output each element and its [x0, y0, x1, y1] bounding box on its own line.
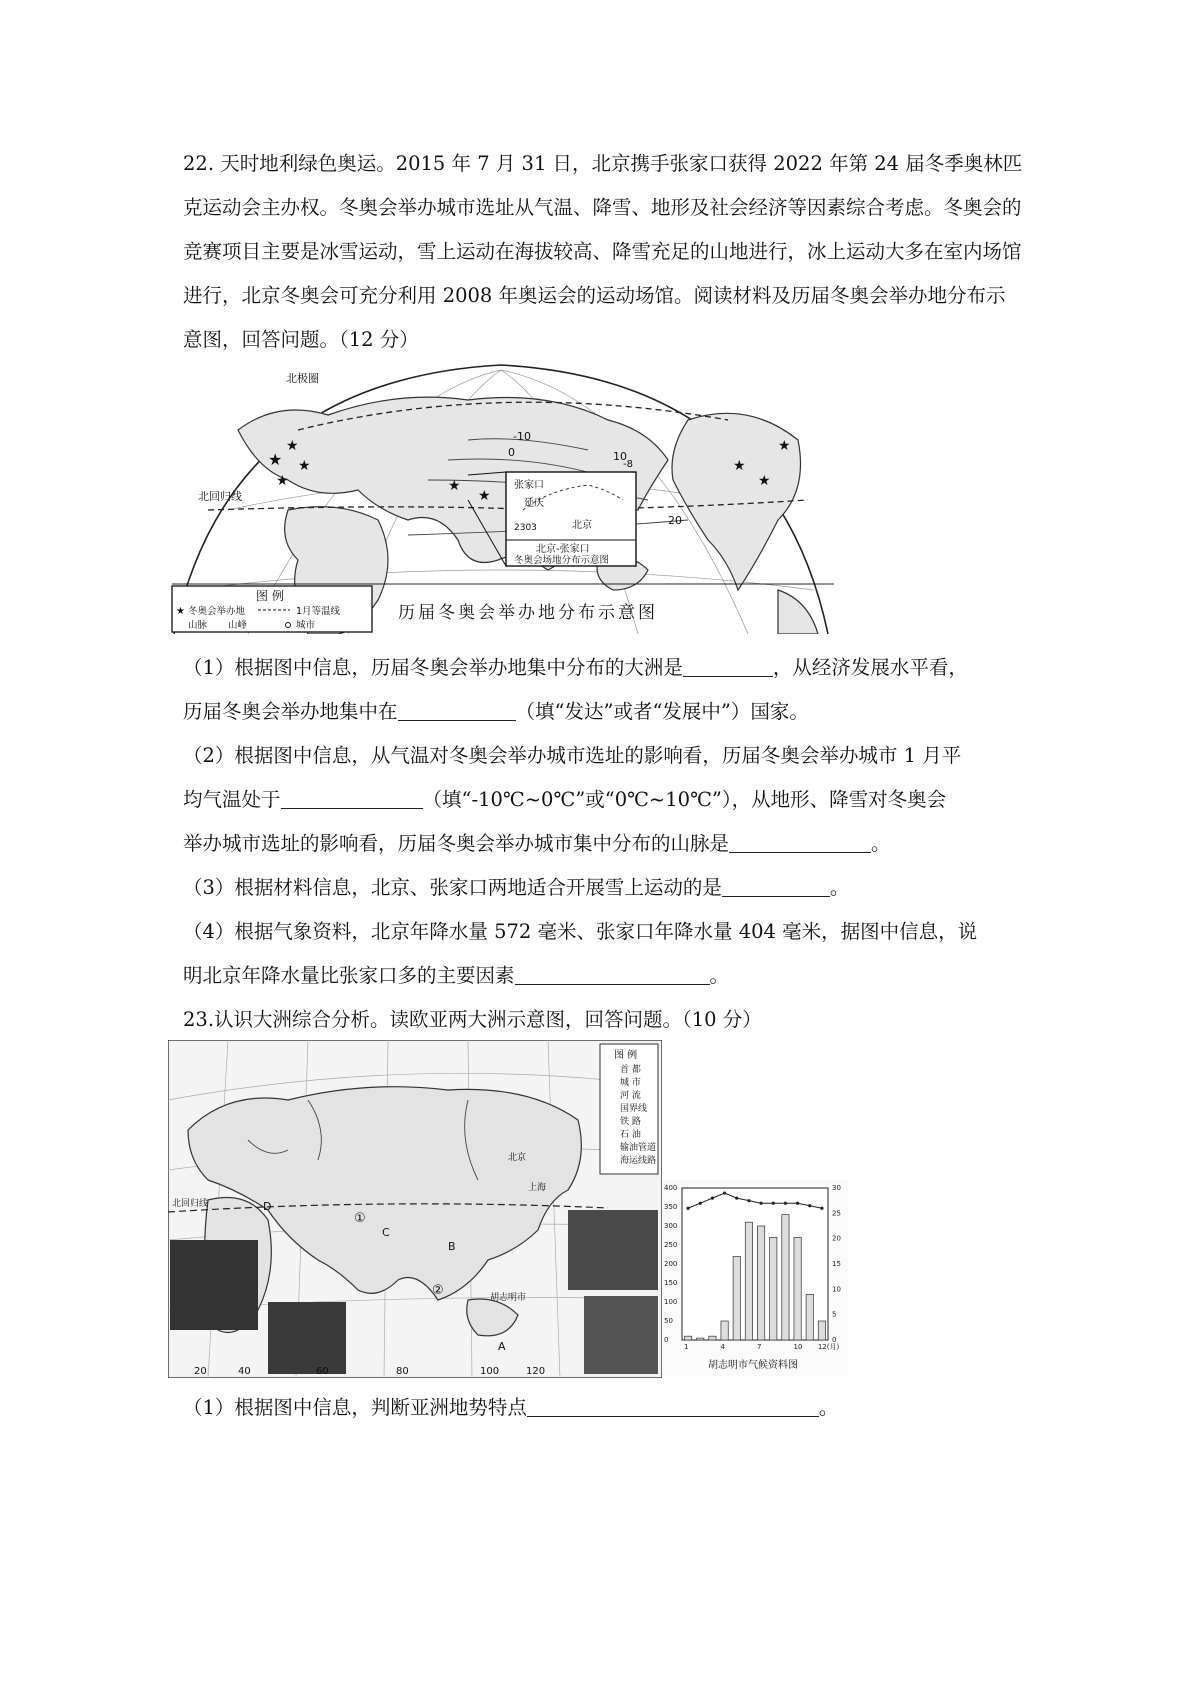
q22-2-line2: 均气温处于 （填“-10℃~0℃”或“0℃~10℃”），从地形、降雪对冬奥会	[183, 788, 947, 811]
right-tick-label: 25	[832, 1209, 841, 1218]
legend-pipeline: 输油管道	[620, 1143, 657, 1153]
lon-80: 80	[396, 1366, 409, 1377]
temp-point-7	[759, 1202, 762, 1205]
inset-yanqing: 延庆	[524, 498, 544, 509]
photo-building	[268, 1302, 346, 1374]
tropic-label: 北回归线	[198, 490, 242, 503]
month-tick-label: 4	[720, 1343, 725, 1351]
climate-caption: 胡志明市气候资料图	[708, 1360, 798, 1371]
shanghai-label: 上海	[528, 1183, 547, 1193]
temp-point-8	[772, 1202, 775, 1205]
map-legend	[172, 586, 372, 632]
inset-caption-1: 北京-张家口	[536, 544, 590, 555]
svg-text:★: ★	[276, 473, 289, 489]
q22-2-line3: 举办城市选址的影响看，历届冬奥会举办城市集中分布的山脉是 。	[183, 832, 891, 855]
month-tick-label: 10	[793, 1343, 803, 1351]
precip-bar-1	[684, 1336, 691, 1340]
precip-bar-6	[745, 1222, 752, 1340]
legend-city: 城市	[296, 620, 316, 631]
q23-1-line: （1）根据图中信息，判断亚洲地势特点 。	[183, 1396, 839, 1419]
right-tick-label: 15	[832, 1260, 841, 1268]
inset-caption-2: 冬奥会场地分布示意图	[514, 555, 610, 566]
inset-zhangjiakou: 张家口	[514, 480, 544, 491]
beijing-label: 北京	[508, 1153, 527, 1163]
month-tick-label: 1	[684, 1343, 689, 1351]
arctic-circle-label: 北极圈	[286, 372, 319, 385]
left-tick-label: 0	[664, 1336, 669, 1344]
svg-text:★: ★	[298, 458, 311, 474]
svg-text:★: ★	[778, 438, 791, 454]
right-tick-label: 10	[832, 1285, 841, 1294]
lon-20: 20	[194, 1366, 207, 1377]
q22-2-blank-a[interactable]	[281, 788, 423, 809]
left-tick-label: 300	[664, 1222, 678, 1230]
svg-text:★: ★	[733, 458, 746, 474]
legend-title: 图 例	[256, 589, 284, 603]
q22-2-line1: （2）根据图中信息，从气温对冬奥会举办城市选址的影响看，历届冬奥会举办城市 1 月平	[183, 744, 962, 767]
temp-point-4	[723, 1191, 726, 1194]
q22-1-line1: （1）根据图中信息，历届冬奥会举办地集中分布的大洲是 ，从经济发展水平看，	[183, 656, 968, 679]
q23-1-blank[interactable]	[527, 1396, 819, 1417]
map-caption: 历届冬奥会举办地分布示意图	[398, 603, 658, 623]
svg-text:★: ★	[478, 488, 491, 504]
q22-intro: 22. 天时地利绿色奥运。2015 年 7 月 31 日，北京携手张家口获得 2022 年第 24 届冬季奥林匹克运动会主办权。冬奥会举办城市选址从气温、降雪、地形及社会经济等因素综合考虑。冬奥会的竞赛项目主要是冰雪运动，雪上运动在海拔较高、降雪充足的山地进行，冰上运动大多在室内场馆进行，北京冬奥会可充分利用 2008 年奥运会的运动场馆。阅读材料及历届冬奥会举办地分布示意图，回答问题。（12 分）	[183, 152, 1023, 351]
temp-point-11	[808, 1204, 811, 1207]
precip-bar-5	[733, 1256, 740, 1340]
tropic-label-eurasia: 北回归线	[172, 1199, 209, 1209]
legend-isotherm: 1月等温线	[296, 606, 341, 617]
left-tick-label: 150	[664, 1279, 678, 1287]
right-tick-label: 20	[832, 1234, 841, 1243]
photo-people	[568, 1210, 658, 1290]
right-tick-label: 30	[832, 1184, 841, 1192]
temp-point-9	[784, 1202, 787, 1205]
precip-bar-12	[818, 1321, 825, 1340]
temp-point-6	[747, 1199, 750, 1202]
precip-bar-10	[794, 1237, 801, 1340]
isotherm-0: 0	[508, 446, 515, 459]
temp-point-3	[711, 1197, 714, 1200]
point-c-label: C	[382, 1226, 390, 1239]
precip-bar-4	[721, 1321, 728, 1340]
month-tick-label: 7	[757, 1343, 762, 1351]
precip-bar-3	[709, 1336, 716, 1340]
eurasia-legend	[600, 1044, 658, 1174]
point-d-label: D	[263, 1200, 272, 1213]
svg-text:★: ★	[176, 606, 185, 617]
precip-bar-7	[757, 1226, 764, 1340]
region-1-label: ①	[354, 1211, 366, 1226]
temp-point-2	[699, 1202, 702, 1205]
lon-60: 60	[316, 1366, 329, 1377]
left-tick-label: 100	[664, 1298, 678, 1306]
svg-text:★: ★	[448, 478, 461, 494]
lon-100: 100	[480, 1366, 500, 1377]
precip-bar-8	[770, 1237, 777, 1340]
isotherm-neg8: -8	[623, 459, 633, 470]
left-tick-label: 50	[664, 1317, 673, 1325]
right-tick-label: 5	[832, 1310, 837, 1319]
legend-shipping: 海运线路	[620, 1156, 657, 1166]
q22-1-line2: 历届冬奥会举办地集中在 （填“发达”或者“发展中”）国家。	[183, 700, 809, 723]
right-tick-label: 0	[832, 1336, 837, 1344]
legend-host: 冬奥会举办地	[188, 606, 246, 617]
legend-mountain: 山脉	[188, 620, 208, 631]
svg-text:★: ★	[286, 438, 299, 454]
isotherm-neg10: -10	[513, 430, 531, 443]
precip-bar-9	[782, 1215, 789, 1340]
temp-point-5	[735, 1197, 738, 1200]
photo-city	[170, 1240, 258, 1330]
isotherm-20: 20	[668, 514, 682, 527]
left-tick-label: 350	[664, 1203, 678, 1211]
legend-border: 国界线	[620, 1104, 648, 1114]
left-tick-label: 250	[664, 1241, 678, 1249]
legend-oil: 石 油	[620, 1130, 641, 1140]
eurasia-legend-title: 图 例	[614, 1050, 638, 1061]
temp-point-12	[820, 1207, 823, 1210]
climate-chart	[662, 1180, 848, 1376]
isotherm-10: 10	[613, 450, 627, 463]
lon-40: 40	[238, 1366, 251, 1377]
q22-3-blank[interactable]	[722, 876, 830, 897]
inset-beijing: 北京	[572, 520, 592, 531]
legend-city: 城 市	[620, 1078, 641, 1088]
temp-point-1	[686, 1207, 689, 1210]
winter-olympics-map	[168, 360, 834, 634]
point-b-label: B	[448, 1240, 456, 1253]
left-tick-label: 200	[664, 1260, 678, 1268]
q22-4-line2: 明北京年降水量比张家口多的主要因素 。	[183, 964, 730, 987]
q22-4-blank[interactable]	[515, 964, 710, 985]
inset-map	[506, 472, 636, 566]
region-2-label: ②	[432, 1283, 444, 1298]
q22-1-blank-a[interactable]	[683, 656, 773, 677]
temp-point-10	[796, 1202, 799, 1205]
hcmc-label: 胡志明市	[490, 1293, 527, 1303]
eurasia-map	[168, 1040, 662, 1378]
inset-elevation: 2303	[514, 523, 537, 533]
q22-3-line: （3）根据材料信息，北京、张家口两地适合开展雪上运动的是 。	[183, 876, 850, 899]
precip-bar-11	[806, 1294, 813, 1340]
q22-1-blank-b[interactable]	[398, 700, 516, 721]
photo-portrait	[584, 1296, 658, 1374]
svg-text:★: ★	[758, 473, 771, 489]
legend-capital: 首 都	[620, 1065, 641, 1075]
lon-120: 120	[526, 1366, 546, 1377]
svg-text:★: ★	[268, 450, 283, 469]
legend-peak: 山峰	[228, 620, 248, 631]
legend-river: 河 流	[620, 1091, 641, 1101]
q22-4-line1: （4）根据气象资料，北京年降水量 572 毫米、张家口年降水量 404 毫米，据图中信息，说	[183, 920, 978, 943]
q22-2-blank-b[interactable]	[729, 832, 871, 853]
legend-railway: 铁 路	[620, 1117, 641, 1127]
month-tick-label: 12(月)	[817, 1343, 840, 1351]
point-a-label: A	[498, 1340, 506, 1353]
left-tick-label: 400	[664, 1184, 678, 1192]
q23-intro: 23.认识大洲综合分析。读欧亚两大洲示意图，回答问题。（10 分）	[183, 1008, 762, 1031]
precip-bar-2	[697, 1338, 704, 1340]
